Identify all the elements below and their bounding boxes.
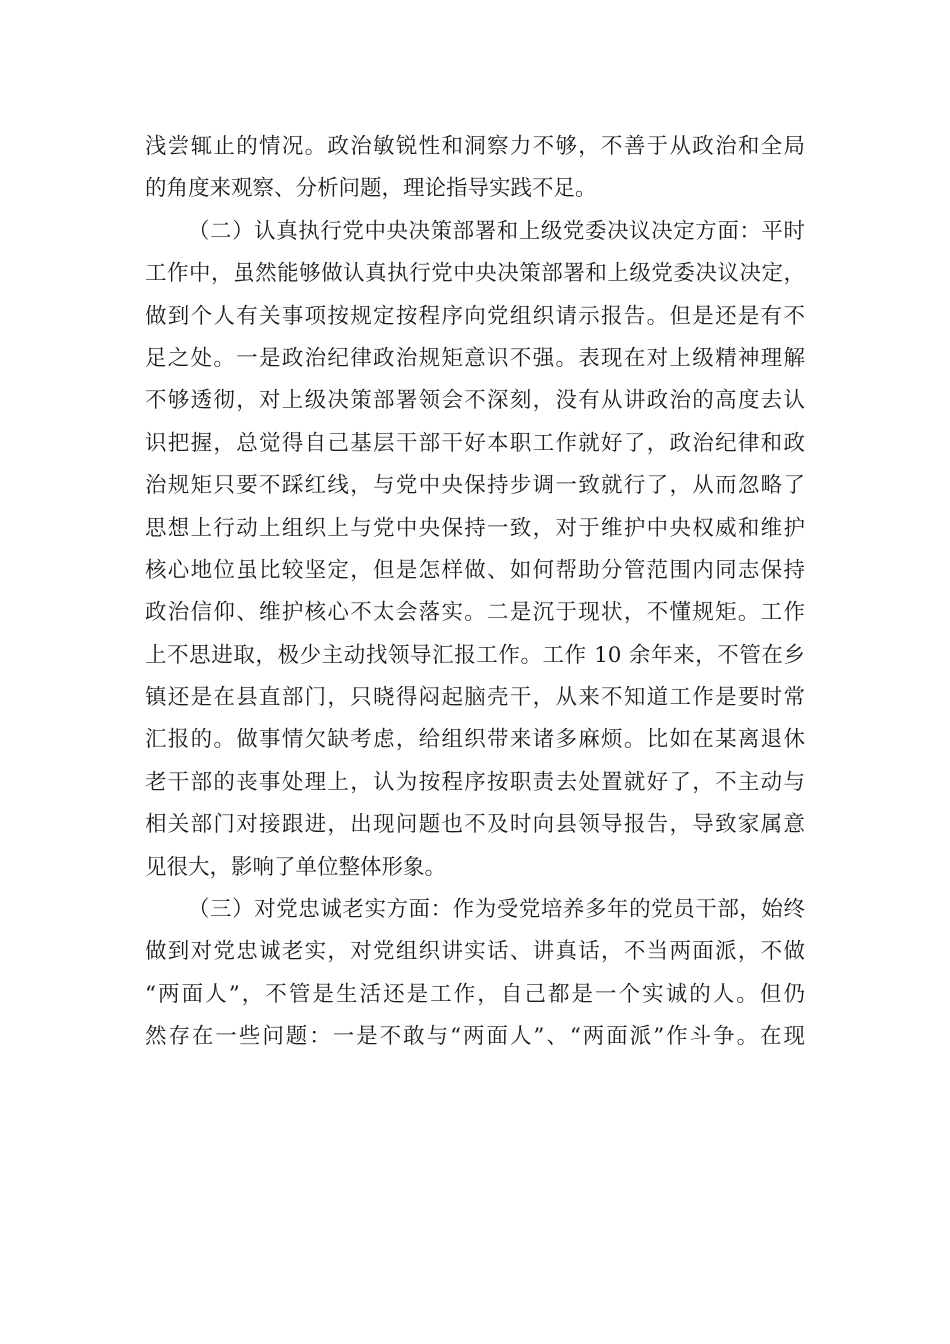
text-line: 政治信仰、维护核心不太会落实。二是沉于现状，不懂规矩。工作: [145, 600, 805, 626]
text-line: 思想上行动上组织上与党中央保持一致，对于维护中央权威和维护: [145, 515, 805, 541]
text-line: 工作中，虽然能够做认真执行党中央决策部署和上级党委决议决定，: [145, 261, 805, 287]
text-line: 镇还是在县直部门，只晓得闷起脑壳干，从来不知道工作是要时常: [145, 685, 805, 711]
text-line: 相关部门对接跟进，出现问题也不及时向县领导报告，导致家属意: [145, 812, 805, 838]
text-line: 做到对党忠诚老实，对党组织讲实话、讲真话，不当两面派，不做: [145, 939, 805, 965]
text-line: 汇报的。做事情欠缺考虑，给组织带来诸多麻烦。比如在某离退休: [145, 727, 805, 753]
section-heading-line: （三）对党忠诚老实方面：作为受党培养多年的党员干部，始终: [188, 897, 805, 923]
text-line: 见很大，影响了单位整体形象。: [145, 854, 447, 880]
text-line: 浅尝辄止的情况。政治敏锐性和洞察力不够，不善于从政治和全局: [145, 134, 805, 159]
text-line: 的角度来观察、分析问题，理论指导实践不足。: [145, 176, 597, 202]
section-heading-line: （二）认真执行党中央决策部署和上级党委决议决定方面：平时: [188, 218, 805, 244]
text-line: 不够透彻，对上级决策部署领会不深刻，没有从讲政治的高度去认: [145, 388, 805, 414]
text-line: 足之处。一是政治纪律政治规矩意识不强。表现在对上级精神理解: [145, 345, 805, 371]
text-line: 老干部的丧事处理上，认为按程序按职责去处置就好了，不主动与: [145, 769, 805, 795]
text-line: 上不思进取，极少主动找领导汇报工作。工作 10 余年来，不管在乡: [145, 642, 805, 668]
text-line: 核心地位虽比较坚定，但是怎样做、如何帮助分管范围内同志保持: [145, 557, 805, 583]
text-line: 然存在一些问题：一是不敢与“两面人”、“两面派”作斗争。在现: [145, 1024, 805, 1050]
text-line: “两面人”，不管是生活还是工作，自己都是一个实诚的人。但仍: [145, 981, 805, 1007]
text-line: 治规矩只要不踩红线，与党中央保持步调一致就行了，从而忽略了: [145, 473, 805, 499]
text-line: 识把握，总觉得自己基层干部干好本职工作就好了，政治纪律和政: [145, 430, 805, 456]
text-line: 做到个人有关事项按规定按程序向党组织请示报告。但是还是有不: [145, 303, 805, 329]
body-text: [145, 126, 805, 1059]
